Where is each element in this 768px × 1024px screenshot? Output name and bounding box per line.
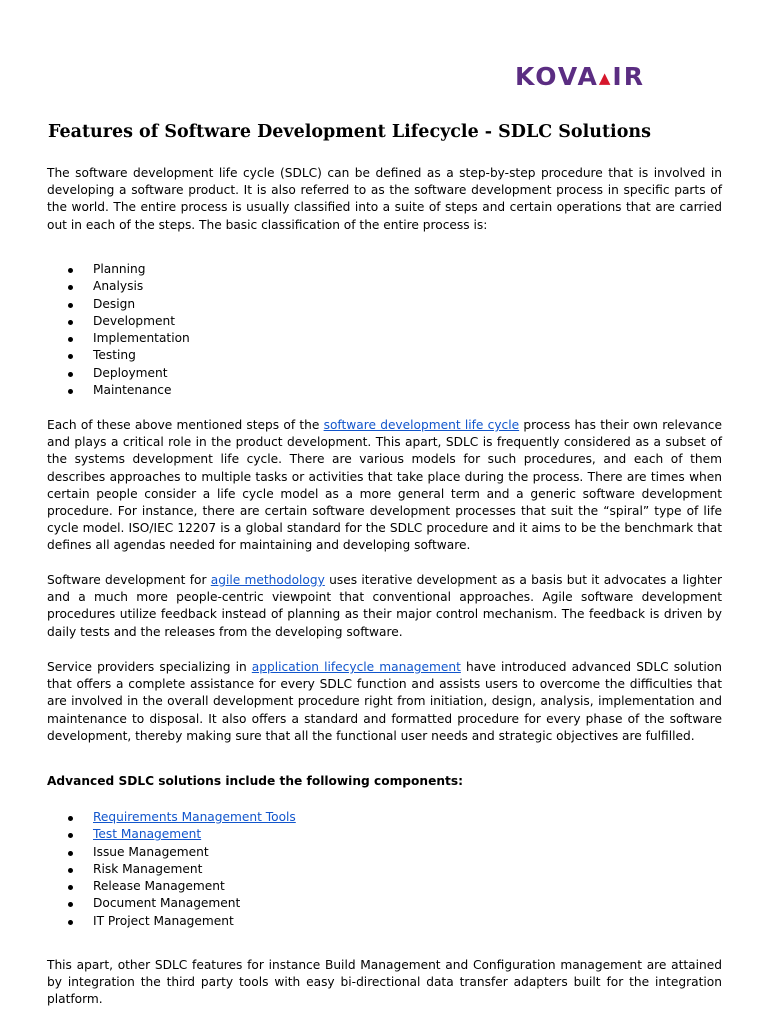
list-item: IT Project Management bbox=[64, 913, 296, 930]
list-item bbox=[64, 809, 296, 826]
components-list bbox=[64, 809, 296, 930]
list-item: Document Management bbox=[64, 895, 296, 912]
list-item: Risk Management bbox=[64, 861, 296, 878]
list-item bbox=[64, 826, 296, 843]
list-item: Issue Management bbox=[64, 844, 296, 861]
paragraph-text: Service providers specializing in bbox=[47, 660, 252, 674]
alm-link[interactable]: application lifecycle management bbox=[251, 660, 461, 674]
list-item: Planning bbox=[64, 261, 190, 278]
page-title: Features of Software Development Lifecycle - SDLC Solutions bbox=[48, 122, 651, 142]
sdlc-steps-list bbox=[64, 261, 190, 399]
list-item: Release Management bbox=[64, 878, 296, 895]
paragraph-text: process has their own relevance and plays a critical role in the product development. This apart, SDLC is frequently considered as a subset of the systems development life cycle. There are various models for such procedures, and each of them describes approaches to multiple tasks or activities that take place during the process. There are times when certain people consider a life cycle model as a more general term and a generic software development procedure. For instance, there are certain software development processes that suit the “spiral” type of life cycle model. ISO/IEC 12207 is a global standard for the SDLC procedure and it aims to be the benchmark that defines all agendas needed for maintaining and developing software. bbox=[47, 418, 722, 553]
closing-paragraph: This apart, other SDLC features for instance Build Management and Configuration management are attained by integration the third party tools with easy bi-directional data transfer adapters built for the integration platform. bbox=[47, 958, 722, 1007]
list-item: Implementation bbox=[64, 330, 190, 347]
sdlc-link[interactable]: software development life cycle bbox=[323, 418, 520, 432]
test-management-link[interactable]: Test Management bbox=[93, 827, 202, 842]
paragraph-text: Software development for bbox=[47, 573, 211, 587]
list-item: Maintenance bbox=[64, 382, 190, 399]
paragraph-text: have introduced advanced SDLC solution that offers a complete assistance for every SDLC function and assists users to overcome the difficulties that are involved in the overall development procedure right from initiation, design, analysis, implementation and maintenance to disposal. It also offers a standard and formatted procedure for every phase of the software development, thereby making sure that all the functional user needs and strategic objectives are fulfilled. bbox=[47, 660, 722, 743]
agile-methodology-link[interactable]: agile methodology bbox=[210, 573, 325, 587]
list-item: Analysis bbox=[64, 278, 190, 295]
list-item: Testing bbox=[64, 347, 190, 364]
sdlc-relevance-paragraph bbox=[47, 417, 722, 555]
requirements-management-link[interactable]: Requirements Management Tools bbox=[93, 810, 296, 824]
list-item: Design bbox=[64, 296, 190, 313]
paragraph-text: Each of these above mentioned steps of the bbox=[47, 418, 324, 432]
kovair-logo: KOVA▲IR bbox=[515, 62, 645, 91]
list-item: Deployment bbox=[64, 365, 190, 382]
components-heading: Advanced SDLC solutions include the following components: bbox=[47, 774, 463, 788]
paragraph-text: uses iterative development as a basis but it advocates a lighter and a much more people-centric viewpoint that conventional approaches. Agile software development procedures utilize feedback instead of planning as their major control mechanism. The feedback is driven by daily tests and the releases from the developing software. bbox=[47, 573, 722, 639]
agile-paragraph bbox=[47, 572, 722, 641]
alm-paragraph bbox=[47, 659, 722, 745]
list-item: Development bbox=[64, 313, 190, 330]
intro-paragraph: The software development life cycle (SDLC) can be defined as a step-by-step procedure that is involved in developing a software product. It is also referred to as the software development process in specific parts of the world. The entire process is usually classified into a suite of steps and certain operations that are carried out in each of the steps. The basic classification of the entire process is: bbox=[47, 166, 722, 232]
